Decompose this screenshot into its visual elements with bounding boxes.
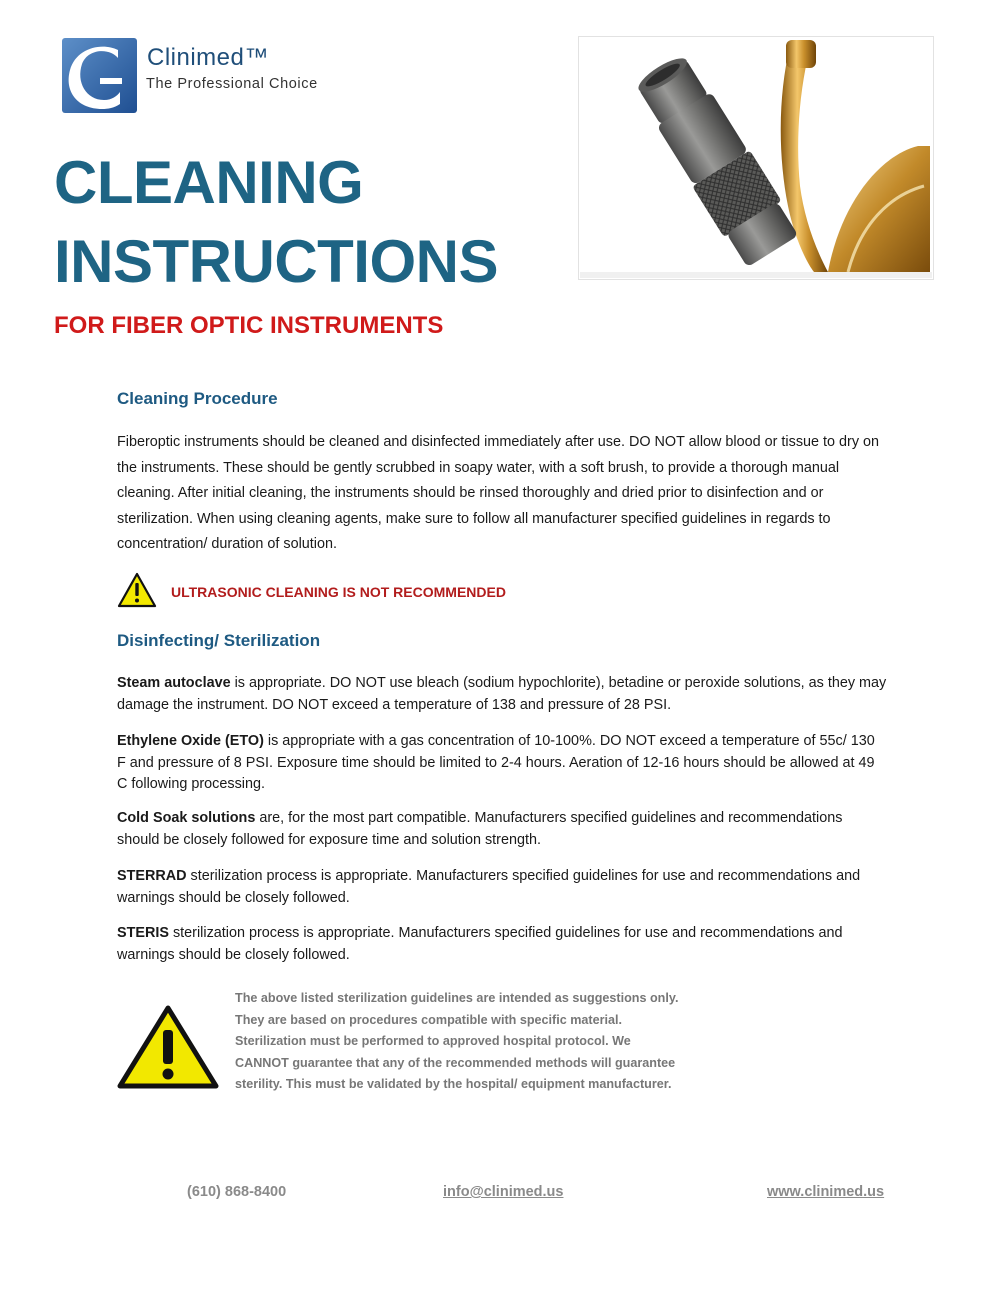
footer-website-link[interactable]: www.clinimed.us [767,1184,885,1200]
item-term: STERIS [117,925,169,941]
warning-icon [117,572,157,608]
item-sterrad [117,866,887,909]
item-term: Steam autoclave [117,675,231,691]
footer-email-link[interactable]: info@clinimed.us [443,1184,564,1200]
disclaimer-line: They are based on procedures compatible with specific material. [235,1012,623,1027]
item-steam-autoclave [117,673,887,716]
clinimed-logo-icon [62,38,137,113]
disclaimer-line: The above listed sterilization guidelines are intended as suggestions only. [235,991,679,1005]
footer-phone: (610) 868-8400 [187,1184,287,1200]
brand-name: Clinimed™ [147,44,269,71]
brand-logo [62,38,322,116]
item-cold-soak [117,808,887,851]
item-text: sterilization process is appropriate. Manufacturers specified guidelines for use and recommendations and warnings should be closely followed. [117,925,843,963]
item-text: is appropriate. DO NOT use bleach (sodium hypochlorite), betadine or peroxide solutions, as they may damage the instrument. DO NOT exceed a temperature of 138 and pressure of 28 PSI. [117,675,887,713]
item-text: sterilization process is appropriate. Manufacturers specified guidelines for use and recommendations and warnings should be closely followed. [117,868,861,906]
sterilization-heading: Disinfecting/ Sterilization [117,631,321,650]
item-steris [117,923,887,966]
item-ethylene-oxide [117,731,887,796]
disclaimer-text [235,988,705,1096]
product-photo [578,36,934,280]
item-term: STERRAD [117,868,187,884]
cleaning-body: Fiberoptic instruments should be cleaned and disinfected immediately after use. DO NOT allow blood or tissue to dry on the instruments. These should be gently scrubbed in soapy water, with a soft brush, to provide a thorough manual cleaning. After initial cleaning, the instruments should be rinsed thoroughly and dried prior to disinfection and or sterilization. When using cleaning agents, make sure to follow all manufacturer specified guidelines in regards to concentration/ duration of solution. [117,434,880,552]
caution-icon [116,1004,220,1090]
disclaimer-line: CANNOT guarantee that any of the recommended methods will guarantee [235,1055,676,1070]
ultrasonic-warning: ULTRASONIC CLEANING IS NOT RECOMMENDED [171,584,506,600]
page-subtitle: FOR FIBER OPTIC INSTRUMENTS [54,312,444,339]
item-term: Ethylene Oxide (ETO) [117,733,264,749]
cleaning-heading: Cleaning Procedure [117,389,278,408]
brand-tagline: The Professional Choice [146,76,318,92]
page-title-line1: CLEANING [54,149,364,216]
disclaimer-line: Sterilization must be performed to approved hospital protocol. We [235,1034,631,1049]
item-term: Cold Soak solutions [117,810,256,826]
item-text: is appropriate with a gas concentration of 10-100%. DO NOT exceed a temperature of 55c/ 130 F and pressure of 8 PSI. Exposure time should be limited to 2-4 hours. Aeration of 12-16 hours should be allowed at 49 C following processing. [117,733,875,792]
disclaimer-line: sterility. This must be validated by the hospital/ equipment manufacturer. [235,1077,672,1092]
page-title-line2: INSTRUCTIONS [54,228,498,295]
item-text: are, for the most part compatible. Manufacturers specified guidelines and recommendations should be closely followed for exposure time and solution strength. [117,810,843,848]
